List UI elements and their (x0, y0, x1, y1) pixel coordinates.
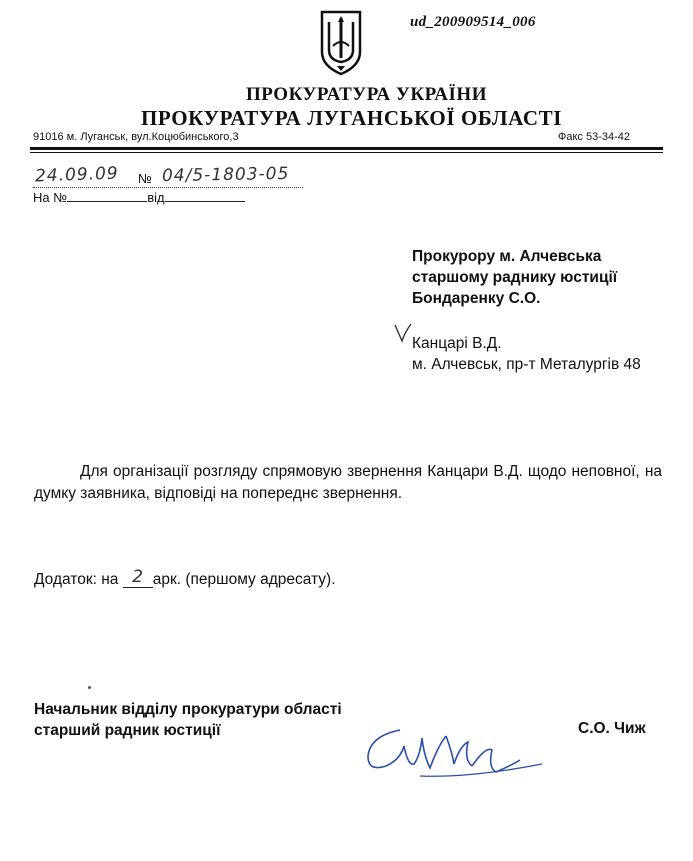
registration-underline (33, 187, 303, 188)
reply-date-blank (165, 190, 245, 202)
letter-body: Для організації розгляду спрямовую звернення Канцари В.Д. щодо неповної, на думку заявника, відповіді на попереднє звернення. (34, 463, 662, 502)
header-rule-thin (30, 152, 663, 153)
copy-recipient-address: м. Алчевськ, пр-т Металургів 48 (412, 356, 641, 373)
org-fax: Факс 53-34-42 (558, 131, 631, 143)
copy-recipient-name: Канцарі В.Д. (412, 335, 502, 352)
scan-speck (88, 686, 91, 689)
recipient-line: Бондаренку С.О. (412, 290, 541, 307)
handwritten-checkmark-icon (393, 322, 413, 344)
registration-number: 04/5-1803-05 (161, 163, 290, 187)
copy-recipient-block (412, 333, 641, 375)
attachment-line (34, 569, 336, 590)
trident-emblem-icon (318, 8, 364, 76)
signatory-title (34, 699, 342, 741)
header-rule-thick (30, 147, 663, 150)
signatory-title-line: Начальник відділу прокуратури області (34, 701, 342, 718)
recipient-line: Прокурору м. Алчевська (412, 248, 602, 265)
handwritten-signature (360, 716, 550, 786)
registration-date: 24.09.09 (34, 163, 120, 187)
registration-number-sign: № (138, 171, 152, 186)
signatory-title-line: старший радник юстиції (34, 722, 221, 739)
org-name-primary: ПРОКУРАТУРА УКРАЇНИ (246, 84, 487, 105)
recipient-line: старшому раднику юстиції (412, 269, 618, 286)
attachment-count: 2 (123, 567, 153, 588)
reply-from-label: від (147, 190, 165, 205)
attachment-suffix: арк. (першому адресату). (152, 571, 336, 588)
reply-number-blank (67, 190, 147, 202)
signatory-name: С.О. Чиж (578, 720, 646, 737)
recipient-block (412, 246, 617, 309)
document-id: ud_200909514_006 (410, 14, 536, 30)
reply-prefix: На № (33, 190, 68, 205)
org-name-regional: ПРОКУРАТУРА ЛУГАНСЬКОЇ ОБЛАСТІ (141, 106, 562, 130)
attachment-prefix: Додаток: на (34, 571, 119, 588)
reply-reference-row (33, 190, 245, 205)
org-address: 91016 м. Луганськ, вул.Коцюбинського,3 (33, 131, 239, 143)
